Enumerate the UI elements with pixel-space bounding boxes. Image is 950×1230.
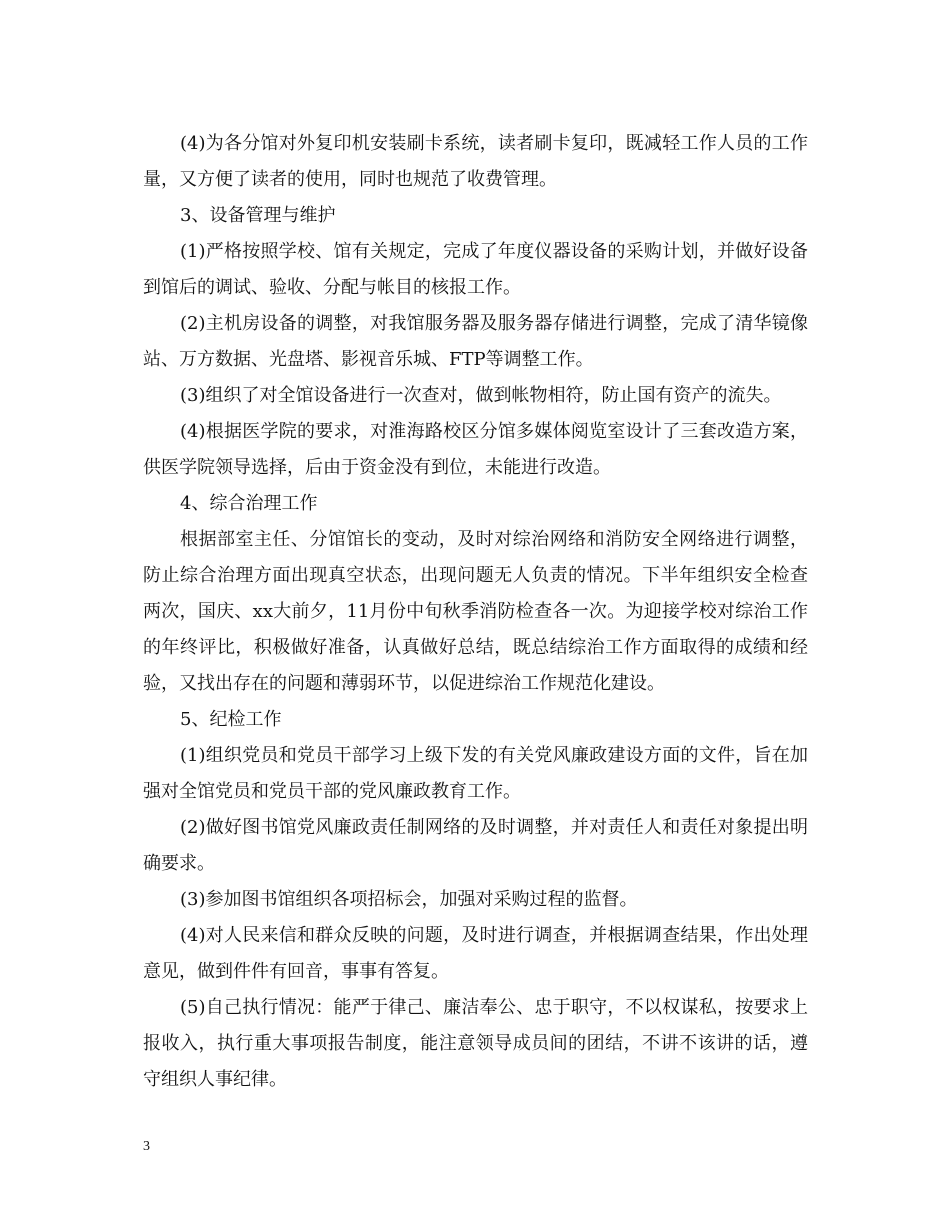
paragraph-asset-check: (3)组织了对全馆设备进行一次查对，做到帐物相符，防止国有资产的流失。 xyxy=(180,385,782,406)
paragraph-self-conduct: (5)自己执行情况：能严于律己、廉洁奉公、忠于职守，不以权谋私，按要求上报收入，执行重大事项报告制度，能注意领导成员间的团结，不讲不该讲的话，遵守组织人事纪律。 xyxy=(143,997,808,1090)
paragraph-safety-network: 根据部室主任、分馆馆长的变动，及时对综治网络和消防安全网络进行调整，防止综合治理方面出现真空状态，出现问题无人负责的情况。下半年组织安全检查两次，国庆、xx大前夕，11月份中旬秋季消防检查各一次。为迎接学校对综治工作的年终评比，积极做好准备，认真做好总结，既总结综治工作方面取得的成绩和经验，又找出存在的问题和薄弱环节，以促进综治工作规范化建设。 xyxy=(143,529,808,694)
paragraph-party-study: (1)组织党员和党员干部学习上级下发的有关党风廉政建设方面的文件，旨在加强对全馆党员和党员干部的党风廉政教育工作。 xyxy=(143,745,808,802)
document-body xyxy=(143,126,808,1098)
page-number: 3 xyxy=(143,1139,150,1154)
paragraph-responsibility-network: (2)做好图书馆党风廉政责任制网络的及时调整，并对责任人和责任对象提出明确要求。 xyxy=(143,817,808,874)
paragraph-multimedia-room: (4)根据医学院的要求，对淮海路校区分馆多媒体阅览室设计了三套改造方案，供医学院领导选择，后由于资金没有到位，未能进行改造。 xyxy=(143,421,808,478)
section-heading-discipline: 5、纪检工作 xyxy=(180,709,282,730)
paragraph-photocopier-card-system: (4)为各分馆对外复印机安装刷卡系统，读者刷卡复印，既减轻工作人员的工作量，又方便了读者的使用，同时也规范了收费管理。 xyxy=(143,133,808,190)
paragraph-bidding-supervision: (3)参加图书馆组织各项招标会，加强对采购过程的监督。 xyxy=(180,889,638,910)
paragraph-equipment-procurement: (1)严格按照学校、馆有关规定，完成了年度仪器设备的采购计划，并做好设备到馆后的调试、验收、分配与帐目的核报工作。 xyxy=(143,241,808,298)
paragraph-public-letters: (4)对人民来信和群众反映的问题，及时进行调查，并根据调查结果，作出处理意见，做到件件有回音，事事有答复。 xyxy=(143,925,808,982)
paragraph-server-room: (2)主机房设备的调整，对我馆服务器及服务器存储进行调整，完成了清华镜像站、万方数据、光盘塔、影视音乐城、FTP等调整工作。 xyxy=(143,313,808,370)
section-heading-equipment: 3、设备管理与维护 xyxy=(180,205,336,226)
section-heading-comprehensive-management: 4、综合治理工作 xyxy=(180,493,318,514)
